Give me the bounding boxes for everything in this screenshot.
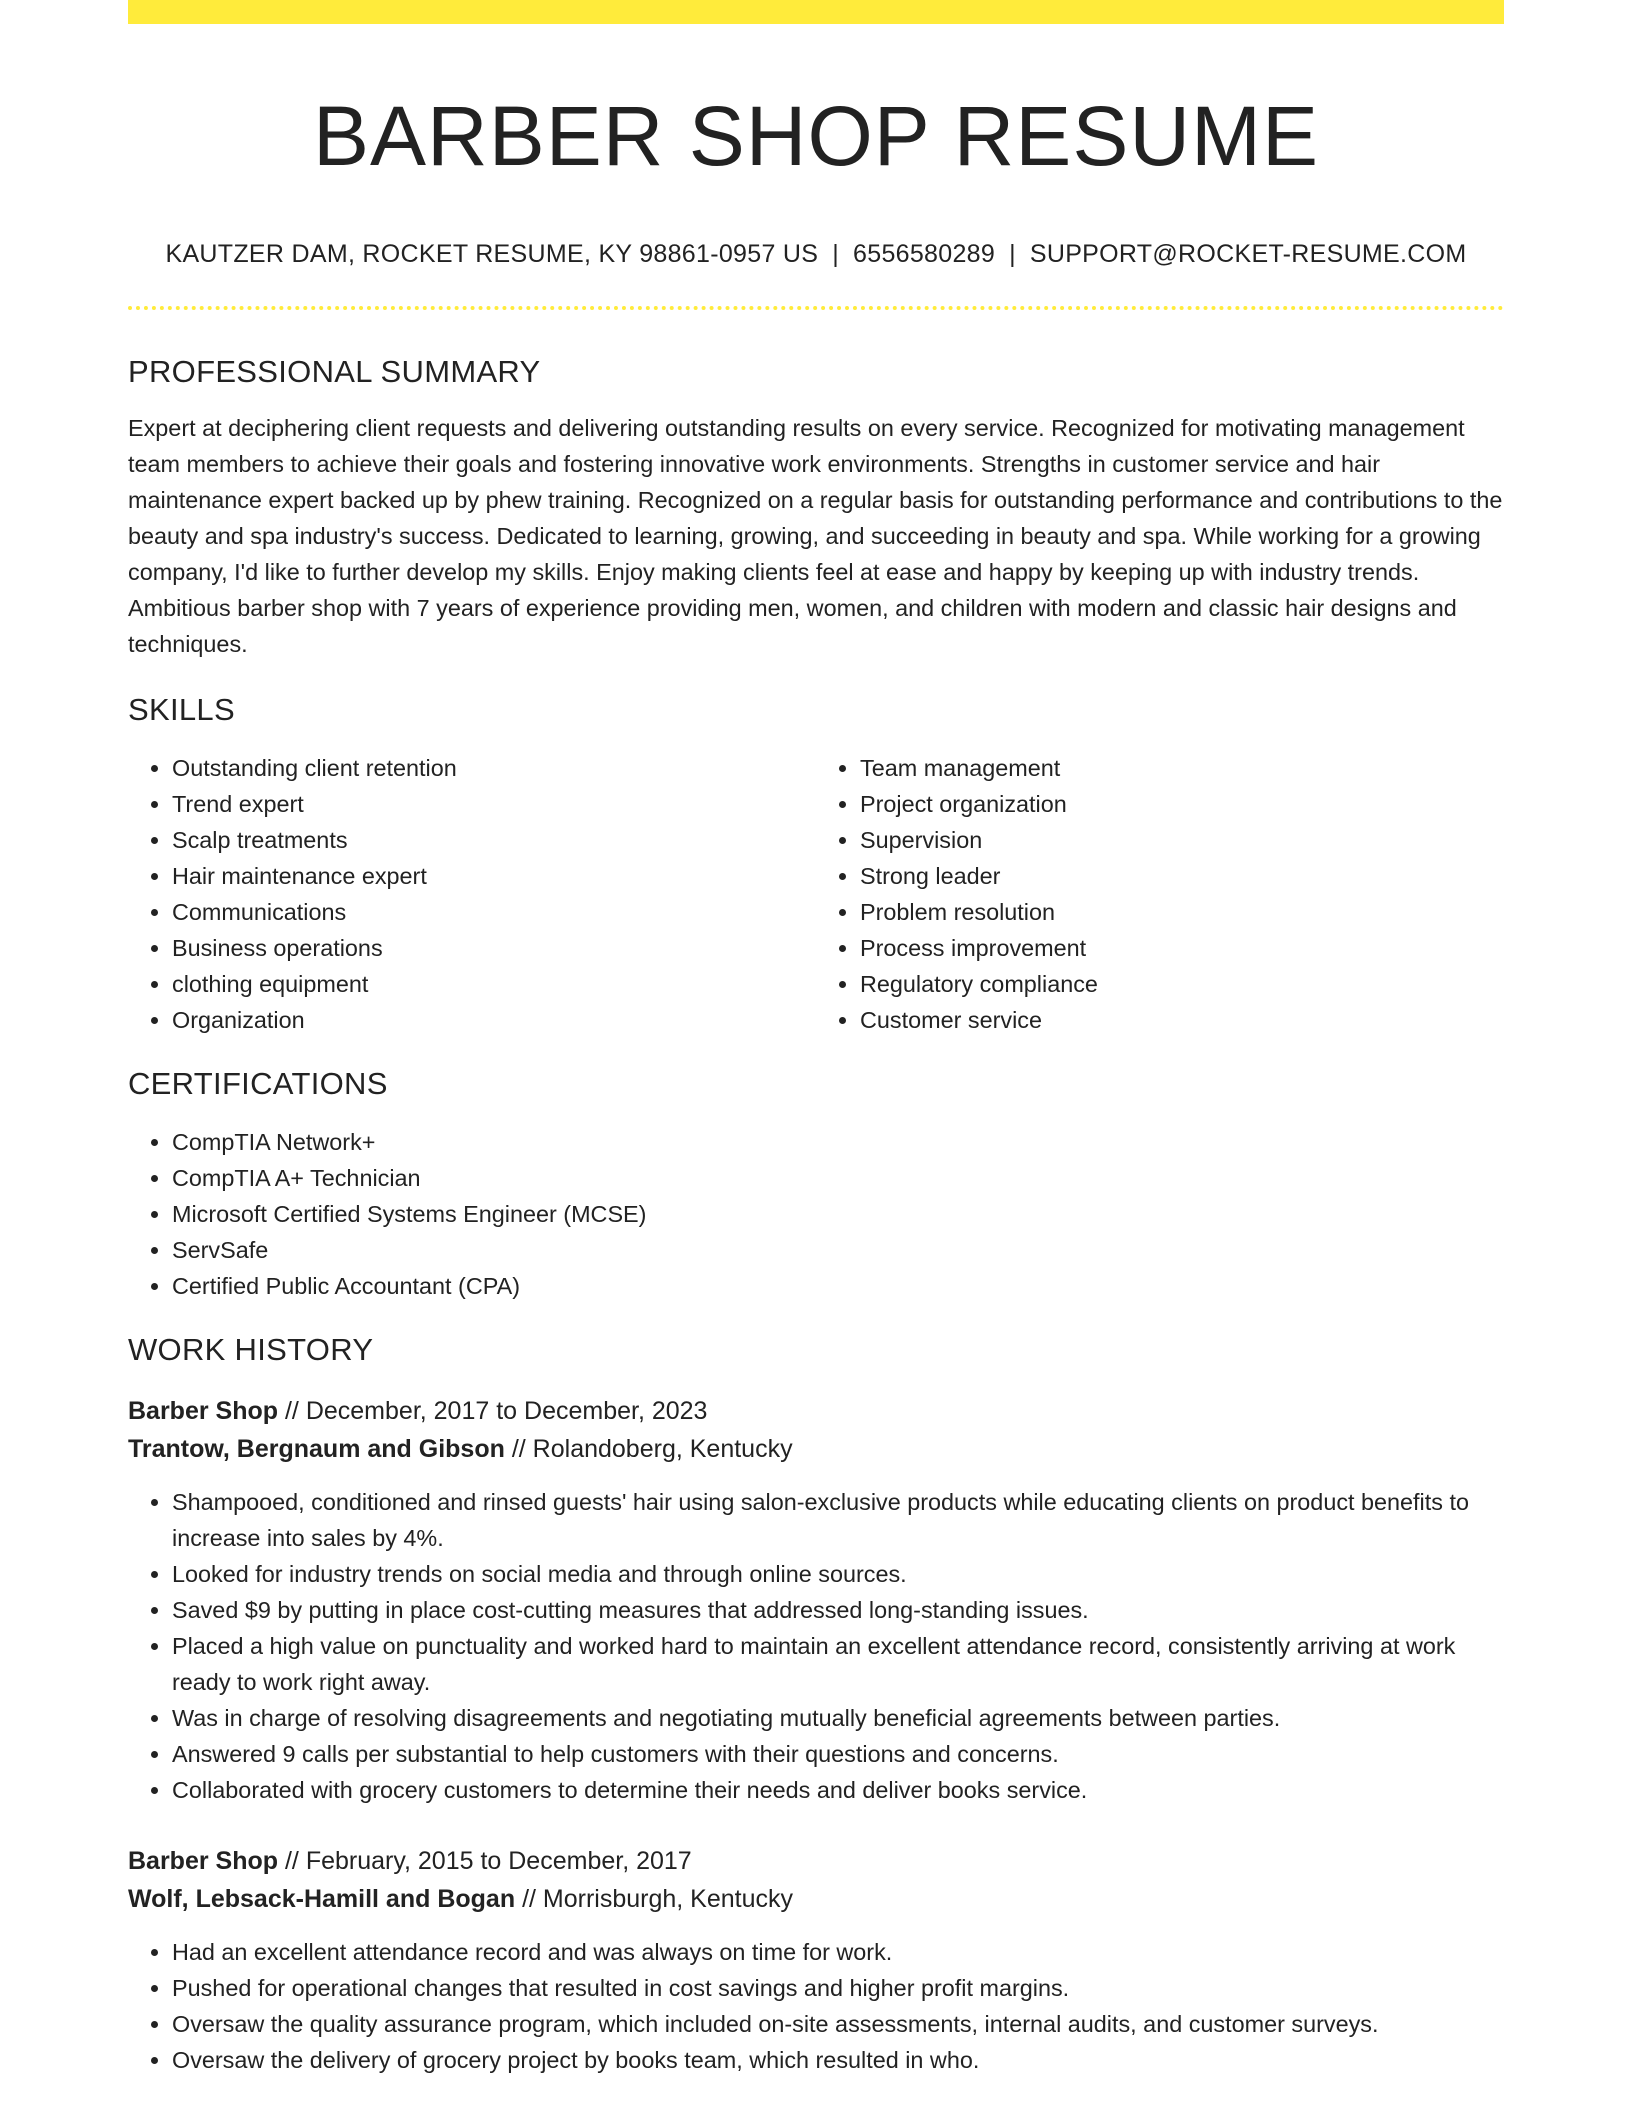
list-item: • Answered 9 calls per substantial to help customers with their questions and concerns. <box>172 1736 1504 1772</box>
resume-page <box>128 0 1504 2078</box>
list-item: • CompTIA Network+ <box>172 1124 1504 1160</box>
contact-address: KAUTZER DAM, ROCKET RESUME, KY 98861-0957 US <box>165 240 819 268</box>
job-employer-line <box>128 1430 1504 1468</box>
certifications-list <box>128 1124 1504 1304</box>
list-item: • Scalp treatments <box>172 822 816 858</box>
skills-heading: SKILLS <box>128 692 235 727</box>
list-item: • Placed a high value on punctuality and worked hard to maintain an excellent attendance record, consistently arriving at work ready to work right away. <box>172 1628 1504 1700</box>
list-item: • Looked for industry trends on social media and through online sources. <box>172 1556 1504 1592</box>
list-item: • Problem resolution <box>860 894 1504 930</box>
list-item: • CompTIA A+ Technician <box>172 1160 1504 1196</box>
contact-phone: 6556580289 <box>853 240 996 268</box>
contact-line <box>128 238 1504 270</box>
job-dates: // December, 2017 to December, 2023 <box>284 1397 708 1425</box>
list-item: • ServSafe <box>172 1232 1504 1268</box>
dotted-divider <box>128 306 1504 310</box>
list-item: • Was in charge of resolving disagreements and negotiating mutually beneficial agreements between parties. <box>172 1700 1504 1736</box>
skills-list-right <box>816 750 1504 1038</box>
skills-columns <box>128 750 1504 1038</box>
list-item: • Organization <box>172 1002 816 1038</box>
list-item: • Saved $9 by putting in place cost-cutting measures that addressed long-standing issues. <box>172 1592 1504 1628</box>
list-item: • Strong leader <box>860 858 1504 894</box>
job-employer: Trantow, Bergnaum and Gibson <box>128 1435 505 1463</box>
contact-separator: | <box>832 240 840 268</box>
job-title: Barber Shop <box>128 1847 279 1875</box>
list-item: • clothing equipment <box>172 966 816 1002</box>
contact-separator: | <box>1009 240 1016 268</box>
job-location: // Morrisburgh, Kentucky <box>522 1885 793 1913</box>
job-entry <box>128 1842 1504 2078</box>
list-item: • Outstanding client retention <box>172 750 816 786</box>
skills-list-left <box>128 750 816 1038</box>
job-employer: Wolf, Lebsack-Hamill and Bogan <box>128 1885 516 1913</box>
list-item: • Microsoft Certified Systems Engineer (MCSE) <box>172 1196 1504 1232</box>
list-item: • Oversaw the quality assurance program, which included on-site assessments, internal audits, and customer surveys. <box>172 2006 1504 2042</box>
summary-heading: PROFESSIONAL SUMMARY <box>128 354 541 389</box>
list-item: • Trend expert <box>172 786 816 822</box>
accent-top-bar <box>128 0 1504 24</box>
list-item: • Oversaw the delivery of grocery project by books team, which resulted in who. <box>172 2042 1504 2078</box>
job-employer-line <box>128 1880 1504 1918</box>
work-history-list <box>128 1392 1504 2078</box>
job-entry <box>128 1392 1504 1808</box>
job-title-line <box>128 1392 1504 1430</box>
contact-email: SUPPORT@ROCKET-RESUME.COM <box>1029 240 1467 268</box>
list-item: • Team management <box>860 750 1504 786</box>
list-item: • Regulatory compliance <box>860 966 1504 1002</box>
list-item: • Collaborated with grocery customers to determine their needs and deliver books service. <box>172 1772 1504 1808</box>
list-item: • Had an excellent attendance record and was always on time for work. <box>172 1934 1504 1970</box>
list-item: • Certified Public Accountant (CPA) <box>172 1268 1504 1304</box>
summary-text: Expert at deciphering client requests and delivering outstanding results on every service. Recognized for motivating management team members to achieve their goals and fostering innovative work environments. Strengths in customer service and hair maintenance expert backed up by phew training. Recognized on a regular basis for outstanding performance and contributions to the beauty and spa industry's success. Dedicated to learning, growing, and succeeding in beauty and spa. While working for a growing company, I'd like to further develop my skills. Enjoy making clients feel at ease and happy by keeping up with industry trends. Ambitious barber shop with 7 years of experience providing men, women, and children with modern and classic hair designs and techniques. <box>128 415 1503 657</box>
job-bullets <box>128 1484 1504 1808</box>
list-item: • Hair maintenance expert <box>172 858 816 894</box>
list-item: • Customer service <box>860 1002 1504 1038</box>
list-item: • Shampooed, conditioned and rinsed guests' hair using salon-exclusive products while educating clients on product benefits to increase into sales by 4%. <box>172 1484 1504 1556</box>
certifications-heading: CERTIFICATIONS <box>128 1066 388 1101</box>
list-item: • Project organization <box>860 786 1504 822</box>
job-title-line <box>128 1842 1504 1880</box>
work-history-heading: WORK HISTORY <box>128 1332 374 1367</box>
list-item: • Communications <box>172 894 816 930</box>
job-location: // Rolandoberg, Kentucky <box>511 1435 793 1463</box>
list-item: • Process improvement <box>860 930 1504 966</box>
job-bullets <box>128 1934 1504 2078</box>
job-dates: // February, 2015 to December, 2017 <box>284 1847 692 1875</box>
resume-title: BARBER SHOP RESUME <box>312 89 1320 183</box>
list-item: • Pushed for operational changes that resulted in cost savings and higher profit margins. <box>172 1970 1504 2006</box>
list-item: • Business operations <box>172 930 816 966</box>
job-title: Barber Shop <box>128 1397 279 1425</box>
list-item: • Supervision <box>860 822 1504 858</box>
